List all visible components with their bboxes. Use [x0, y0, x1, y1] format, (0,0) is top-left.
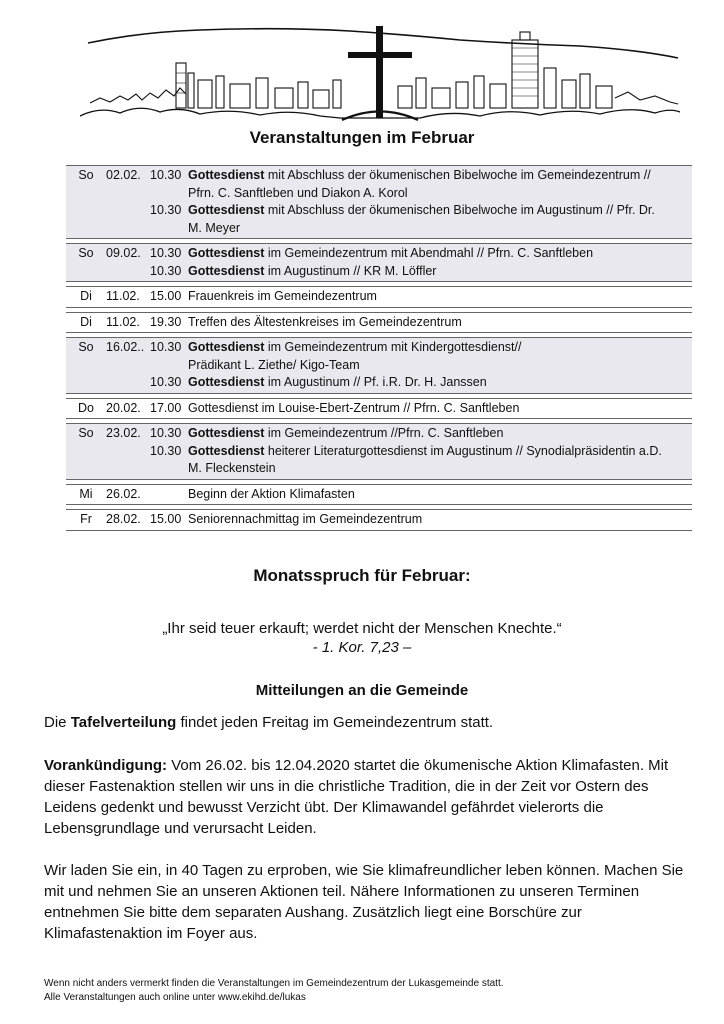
event-time: 10.30	[150, 263, 182, 278]
event-line	[188, 357, 692, 375]
event-time: 10.30	[150, 340, 182, 354]
event-times	[150, 338, 188, 394]
event-times	[150, 424, 188, 480]
event-text: Gottesdienst im Louise-Ebert-Zentrum // Pfrn. C. Sanftleben	[188, 400, 520, 415]
tafel-paragraph	[44, 712, 704, 733]
event-type-bold: Gottesdienst	[188, 375, 265, 389]
event-time: 10.30	[150, 443, 182, 458]
monatsspruch-reference: - 1. Kor. 7,23 –	[312, 639, 412, 656]
event-day: So	[66, 244, 106, 282]
monatsspruch-quote: „Ihr seid teuer erkauft; werdet nicht der Menschen Knechte.“	[162, 620, 562, 637]
event-line	[188, 425, 692, 443]
event-text: Pfrn. C. Sanftleben und Diakon A. Korol	[188, 185, 408, 200]
event-times	[150, 244, 188, 282]
event-text: Beginn der Aktion Klimafasten	[188, 486, 355, 501]
event-date: 20.02.	[106, 398, 150, 419]
event-time	[150, 220, 188, 238]
event-description	[188, 244, 692, 282]
event-line	[188, 263, 692, 281]
event-type-bold: Gottesdienst	[188, 426, 265, 440]
event-description	[188, 338, 692, 394]
event-text: heiterer Literaturgottesdienst im Augustinum // Synodialpräsidentin a.D.	[264, 443, 662, 458]
event-text: Prädikant L. Ziethe/ Kigo-Team	[188, 357, 360, 372]
event-type-bold: Gottesdienst	[188, 340, 265, 354]
vorankuendigung-bold: Vorankündigung:	[44, 757, 168, 774]
event-date: 23.02.	[106, 424, 150, 480]
event-date: 16.02..	[106, 338, 150, 394]
event-text: mit Abschluss der ökumenischen Bibelwoche im Augustinum // Pfr. Dr.	[264, 203, 655, 217]
event-type-bold: Gottesdienst	[188, 203, 265, 217]
event-text: mit Abschluss der ökumenischen Bibelwoche im Gemeindezentrum //	[264, 168, 651, 182]
event-times	[150, 312, 188, 333]
event-line	[188, 220, 692, 238]
event-text: im Gemeindezentrum //Pfrn. C. Sanftleben	[264, 426, 504, 440]
event-text: im Gemeindezentrum mit Kindergottesdienst//	[264, 340, 522, 354]
event-date: 11.02.	[106, 312, 150, 333]
event-type-bold: Gottesdienst	[188, 263, 265, 278]
event-text: M. Fleckenstein	[188, 461, 276, 475]
event-time: 15.00	[150, 512, 182, 526]
event-text: im Gemeindezentrum mit Abendmahl // Pfrn. C. Sanftleben	[264, 246, 594, 260]
event-line	[188, 486, 692, 504]
event-line	[188, 511, 692, 529]
event-time: 10.30	[150, 168, 182, 182]
event-day: Fr	[66, 510, 106, 531]
event-line	[188, 314, 692, 332]
event-time: 17.00	[150, 400, 182, 415]
tafel-text-post: findet jeden Freitag im Gemeindezentrum statt.	[176, 714, 494, 731]
event-row	[66, 484, 692, 505]
event-line	[188, 400, 692, 418]
event-description	[188, 287, 692, 308]
event-date: 26.02.	[106, 484, 150, 505]
footer-link-note: Alle Veranstaltungen auch online unter www.ekihd.de/lukas	[44, 992, 306, 1003]
event-description	[188, 312, 692, 333]
event-time: 19.30	[150, 314, 182, 329]
event-type-bold: Gottesdienst	[188, 246, 265, 260]
event-line	[188, 374, 692, 392]
event-times	[150, 398, 188, 419]
event-row	[66, 398, 692, 419]
event-row	[66, 510, 692, 531]
event-time: 10.30	[150, 246, 182, 260]
skyline-cross-logo	[80, 18, 680, 123]
event-text: Seniorennachmittag im Gemeindezentrum	[188, 512, 423, 526]
event-row	[66, 287, 692, 308]
event-text: M. Meyer	[188, 220, 241, 235]
event-text: Frauenkreis im Gemeindezentrum	[188, 289, 377, 303]
event-day: Do	[66, 398, 106, 419]
events-table	[66, 165, 692, 531]
event-line	[188, 245, 692, 263]
event-line	[188, 202, 692, 220]
event-row	[66, 338, 692, 394]
event-time	[150, 185, 188, 203]
event-date: 28.02.	[106, 510, 150, 531]
event-text: Treffen des Ältestenkreises im Gemeindezentrum	[188, 314, 462, 329]
event-type-bold: Gottesdienst	[188, 168, 265, 182]
event-text: im Augustinum // Pf. i.R. Dr. H. Janssen	[264, 375, 487, 389]
event-row	[66, 244, 692, 282]
event-row	[66, 312, 692, 333]
event-time	[150, 460, 188, 478]
event-time: 10.30	[150, 203, 182, 217]
tafel-text-pre: Die	[44, 714, 71, 731]
event-date: 09.02.	[106, 244, 150, 282]
mitteilungen-title: Mitteilungen an die Gemeinde	[255, 682, 469, 699]
event-time	[150, 486, 188, 504]
vorankuendigung-paragraph	[44, 755, 704, 839]
vorankuendigung-text: Vom 26.02. bis 12.04.2020 startet die ökumenische Aktion Klimafasten. Mit dieser Fastenaktion stellen wir uns in die christliche Tradition, die in der Zeit vor Ostern des Leidens gedenkt und bewusst Verzicht übt. Der Klimawandel gefährdet vielerorts die Lebensgrundlage und verursacht Leiden.	[44, 757, 669, 837]
event-date: 11.02.	[106, 287, 150, 308]
klimafasten-paragraph: Wir laden Sie ein, in 40 Tagen zu erproben, wie Sie klimafreundlicher leben können. Machen Sie mit und nehmen Sie an unseren Aktionen teil. Nähere Informationen zu unseren Terminen entnehmen Sie bitte dem separaten Aushang. Zusätzlich liegt eine Borschüre zur Klimafastenaktion im Foyer aus.	[44, 862, 684, 942]
event-description	[188, 510, 692, 531]
event-row	[66, 166, 692, 239]
event-day: Mi	[66, 484, 106, 505]
event-description	[188, 166, 692, 239]
event-text: im Augustinum // KR M. Löffler	[264, 263, 437, 278]
event-day: So	[66, 338, 106, 394]
event-date: 02.02.	[106, 166, 150, 239]
event-line	[188, 339, 692, 357]
event-description	[188, 424, 692, 480]
event-time: 10.30	[150, 426, 182, 440]
event-type-bold: Gottesdienst	[188, 443, 265, 458]
event-line	[188, 443, 692, 461]
event-row	[66, 424, 692, 480]
tafel-bold: Tafelverteilung	[70, 714, 177, 731]
events-title: Veranstaltungen im Februar	[249, 128, 475, 147]
event-day: Di	[66, 312, 106, 333]
event-times	[150, 287, 188, 308]
event-line	[188, 185, 692, 203]
event-description	[188, 484, 692, 505]
event-time	[150, 357, 188, 375]
footer-note: Wenn nicht anders vermerkt finden die Veranstaltungen im Gemeindezentrum der Lukasgemeinde statt.	[44, 978, 504, 989]
monatsspruch-title: Monatsspruch für Februar:	[253, 566, 471, 585]
event-line	[188, 288, 692, 306]
event-line	[188, 167, 692, 185]
event-day: So	[66, 166, 106, 239]
event-day: Di	[66, 287, 106, 308]
event-times	[150, 166, 188, 239]
event-description	[188, 398, 692, 419]
event-time: 15.00	[150, 289, 182, 303]
event-times	[150, 510, 188, 531]
event-day: So	[66, 424, 106, 480]
event-time: 10.30	[150, 375, 182, 389]
event-line	[188, 460, 692, 478]
event-times	[150, 484, 188, 505]
